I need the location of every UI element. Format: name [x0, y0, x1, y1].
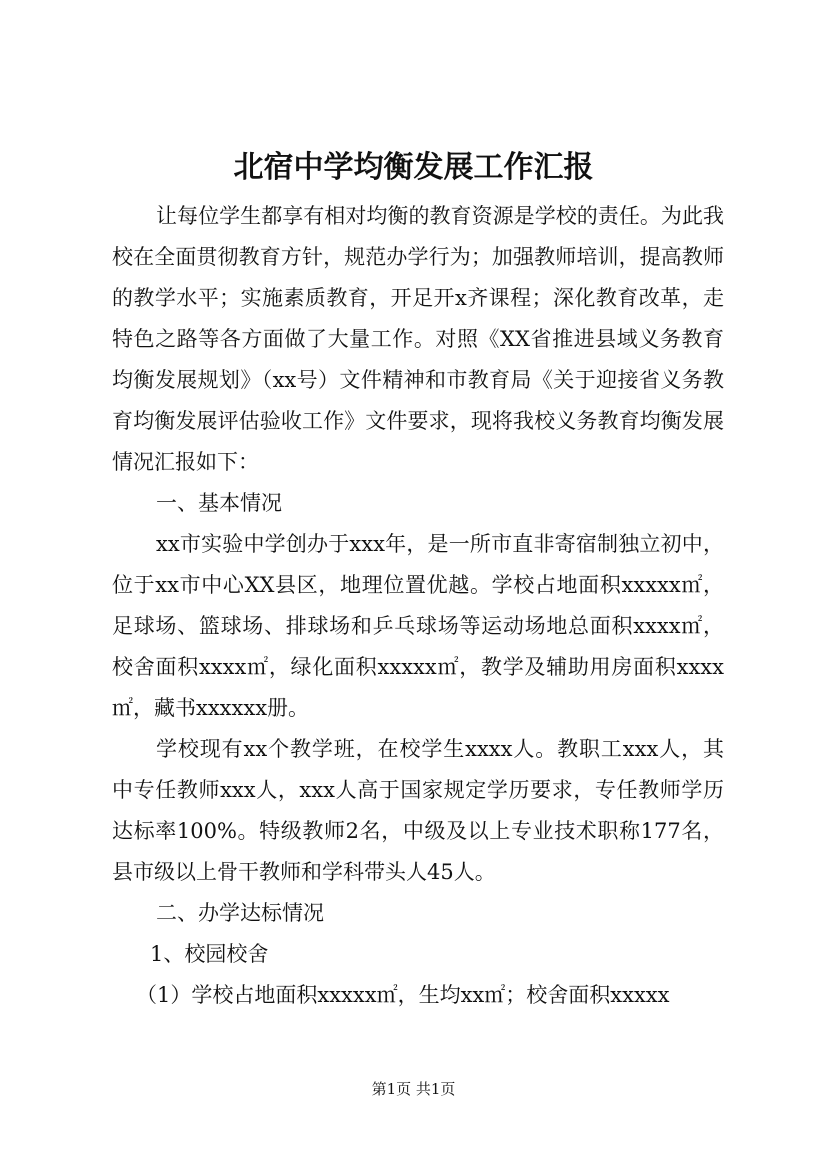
paragraph-basic-info: xx市实验中学创办于xxx年，是一所市直非寄宿制独立初中，位于xx市中心XX县区，地理位置优越。学校占地面积xxxxx㎡，足球场、篮球场、排球场和乒乓球场等运动场地总面积xxxx㎡，校舍面积xxxx㎡，绿化面积xxxxx㎡，教学及辅助用房面积xxxx㎡，藏书xxxxxx册。: [112, 532, 724, 720]
paragraph-intro: 让每位学生都享有相对均衡的教育资源是学校的责任。为此我校在全面贯彻教育方针，规范办学行为；加强教师培训，提高教师的教学水平；实施素质教育，开足开x齐课程；深化教育改革，走特色之路等各方面做了大量工作。对照《XX省推进县域义务教育均衡发展规划》（xx号）文件精神和市教育局《关于迎接省义务教育均衡发展评估验收工作》文件要求，现将我校义务教育均衡发展情况汇报如下：: [112, 204, 724, 474]
paragraph-staff-info: 学校现有xx个教学班，在校学生xxxx人。教职工xxx人，其中专任教师xxx人，xxx人高于国家规定学历要求，专任教师学历达标率100%。特级教师2名，中级及以上专业技术职称177名，县市级以上骨干教师和学科带头人45人。: [112, 737, 724, 884]
page-footer: 第1页 共1页: [371, 1080, 456, 1098]
document-body: [112, 196, 724, 1016]
section-heading-standards: 二、办学达标情况: [156, 901, 324, 925]
section-heading-basic-info: 一、基本情况: [156, 491, 282, 515]
paragraph-campus-area: （1）学校占地面积xxxxx㎡，生均xx㎡；校舍面积xxxxx: [136, 983, 670, 1007]
subsection-heading-campus: 1、校园校舍: [150, 942, 269, 966]
document-title: 北宿中学均衡发展工作汇报: [233, 150, 594, 185]
